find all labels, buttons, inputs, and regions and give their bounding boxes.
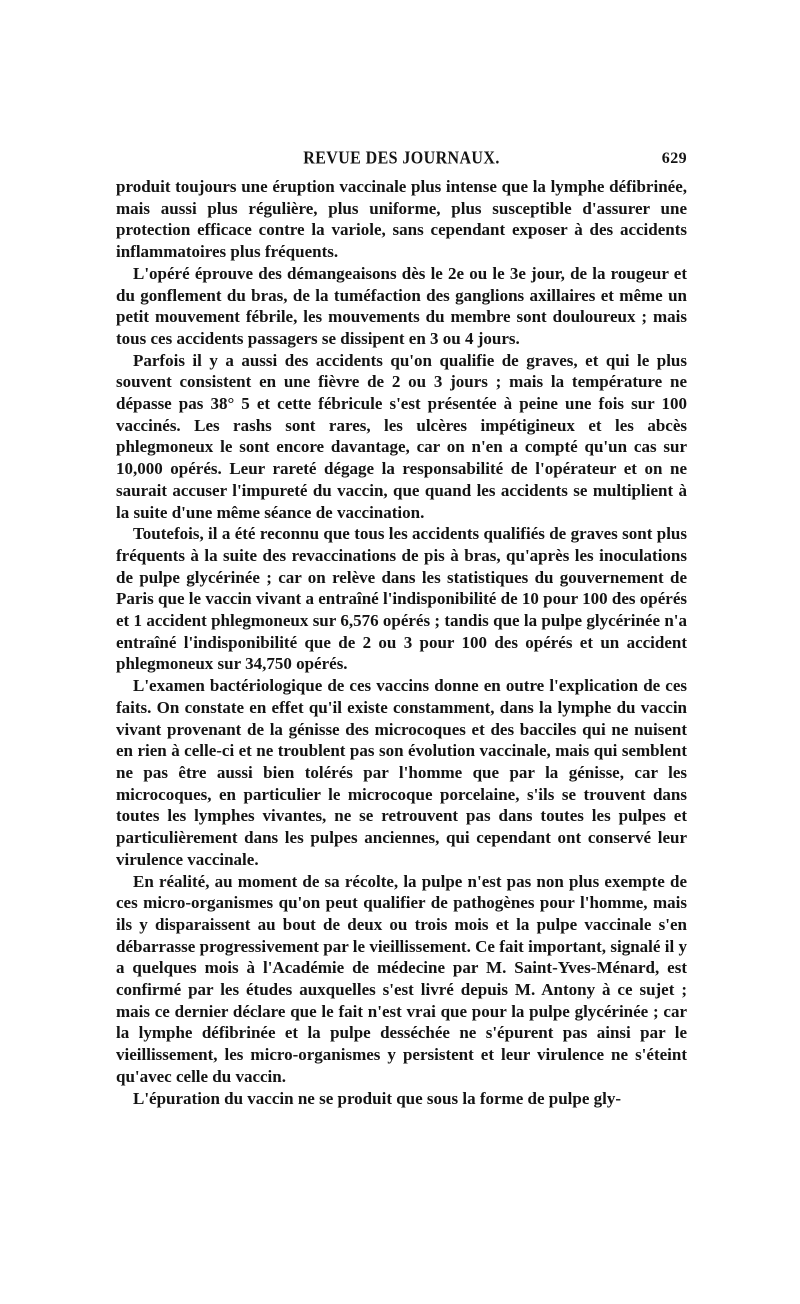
paragraph: En réalité, au moment de sa récolte, la pulpe n'est pas non plus exempte de ces micro-organismes qu'on peut qualifier de pathogènes pour l'homme, mais ils y disparaissent au bout de deux ou trois mois et la pulpe vaccinale s'en débarrasse progressivement par le vieillissement. Ce fait important, signalé il y a quelques mois à l'Académie de médecine par M. Saint-Yves-Ménard, est confirmé par les études auxquelles s'est livré depuis M. Antony à ce sujet ; mais ce dernier déclare que le fait n'est vrai que pour la pulpe glycérinée ; car la lymphe défibrinée et la pulpe desséchée ne s'épurent pas ainsi par le vieillissement, les micro-organismes y persistent et leur virulence ne s'éteint qu'avec celle du vaccin. — [116, 871, 687, 1086]
running-title: REVUE DES JOURNAUX. — [303, 148, 500, 168]
paragraph-continued: L'épuration du vaccin ne se produit que sous la forme de pulpe gly- — [133, 1088, 622, 1108]
paragraph: L'examen bactériologique de ces vaccins donne en outre l'explication de ces faits. On constate en effet qu'il existe constamment, dans la lymphe du vaccin vivant provenant de la génisse des microcoques et des bacciles qui ne nuisent en rien à celle-ci et ne troublent pas son évolution vaccinale, mais qui semblent ne pas être aussi bien tolérés par l'homme que par la génisse, car les microcoques, en particulier le microcoque porcelaine, s'ils se trouvent dans toutes les lymphes vivantes, ne se retrouvent pas dans toutes les pulpes et particulièrement dans les pulpes anciennes, qui cependant ont conservé leur virulence vaccinale. — [116, 676, 687, 869]
paragraph: Parfois il y a aussi des accidents qu'on qualifie de graves, et qui le plus souvent consistent en une fièvre de 2 ou 3 jours ; mais la température ne dépasse pas 38° 5 et cette fébricule s'est présentée à peine une fois sur 100 vaccinés. Les rashs sont rares, les ulcères impétigineux et les abcès phlegmoneux le sont encore davantage, car on n'en a compté qu'un cas sur 10,000 opérés. Leur rareté dégage la responsabilité de l'opérateur et on ne saurait accuser l'impureté du vaccin, que quand les accidents se multiplient à la suite d'une même séance de vaccination. — [116, 350, 687, 522]
page-number: 629 — [661, 150, 687, 167]
paragraph: L'opéré éprouve des démangeaisons dès le 2e ou le 3e jour, de la rougeur et du gonflement du bras, de la tuméfaction des ganglions axillaires et même un petit mouvement fébrile, les mouvements du membre sont douloureux ; mais tous ces accidents passagers se dissipent en 3 ou 4 jours. — [116, 263, 687, 348]
paragraph: Toutefois, il a été reconnu que tous les accidents qualifiés de graves sont plus fréquents à la suite des revaccinations de pis à bras, qu'après les inoculations de pulpe glycérinée ; car on relève dans les statistiques du gouvernement de Paris que le vaccin vivant a entraîné l'indisponibilité de 10 pour 100 des opérés et 1 accident phlegmoneux sur 6,576 opérés ; tandis que la pulpe glycérinée n'a entraîné l'indisponibilité que de 2 ou 3 pour 100 des opérés et un accident phlegmoneux sur 34,750 opérés. — [116, 524, 687, 674]
running-head — [116, 150, 687, 176]
article-body — [116, 176, 687, 1109]
paragraph-continuation: produit toujours une éruption vaccinale plus intense que la lymphe défibrinée, mais aussi plus régulière, plus uniforme, plus susceptible d'assurer une protection efficace contre la variole, sans cependant exposer à des accidents inflammatoires plus fréquents. — [116, 177, 687, 262]
book-page — [116, 150, 687, 1109]
